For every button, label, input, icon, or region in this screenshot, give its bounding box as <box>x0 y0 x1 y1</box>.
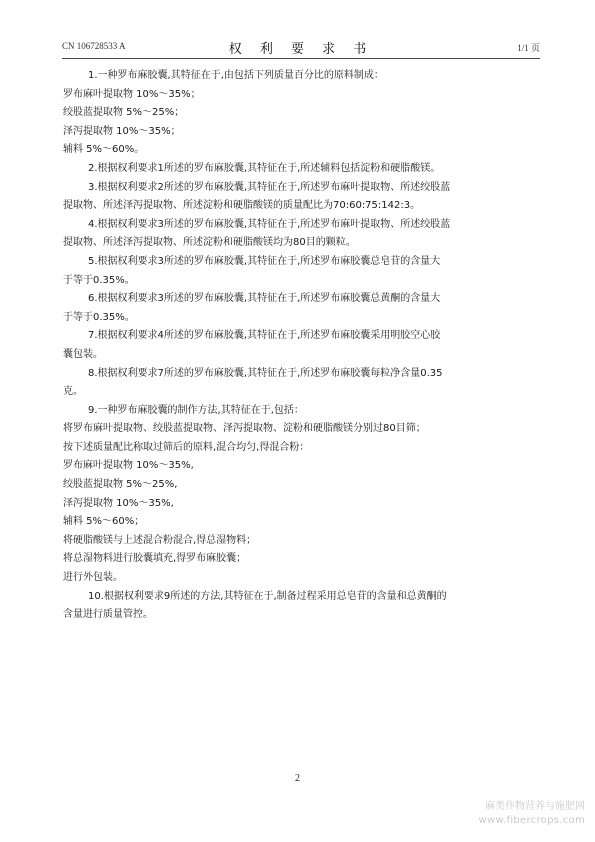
watermark-url: www.fibercrops.com <box>478 815 585 826</box>
claim-line: 含量进行质量管控。 <box>63 609 153 621</box>
claim-line: 将罗布麻叶提取物、绞股蓝提取物、泽泻提取物、淀粉和硬脂酸镁分别过80目筛； <box>63 423 426 435</box>
claim-line: 泽泻提取物 10%～35%； <box>63 125 181 137</box>
claim-line: 6.根据权利要求3所述的罗布麻胶囊,其特征在于,所述罗布麻胶囊总黄酮的含量大 <box>88 293 441 305</box>
document-title: 权 利 要 求 书 <box>228 42 374 57</box>
claim-line: 将硬脂酸镁与上述混合粉混合,得总湿物料； <box>63 534 257 546</box>
claim-line: 进行外包装。 <box>63 572 123 584</box>
claim-line: 8.根据权利要求7所述的罗布麻胶囊,其特征在于,所述罗布麻胶囊每粒净含量0.35 <box>88 367 443 379</box>
claim-line: 5.根据权利要求3所述的罗布麻胶囊,其特征在于,所述罗布麻胶囊总皂苷的含量大 <box>88 255 441 267</box>
claim-line: 3.根据权利要求2所述的罗布麻胶囊,其特征在于,所述罗布麻叶提取物、所述绞股蓝 <box>88 181 451 193</box>
claims-body <box>63 67 516 625</box>
page-number: 2 <box>295 773 300 784</box>
claim-line: 辅料 5%～60%； <box>63 516 145 528</box>
claim-line: 提取物、所述泽泻提取物、所述淀粉和硬脂酸镁的质量配比为70:60:75:142:3。 <box>63 200 421 212</box>
claim-line: 于等于0.35%。 <box>63 274 135 286</box>
watermark-title: 麻类作物营养与施肥网 <box>485 801 585 812</box>
claim-line: 泽泻提取物 10%～35%, <box>63 497 174 509</box>
page-count: 1/1 页 <box>517 43 540 53</box>
claim-line: 提取物、所述泽泻提取物、所述淀粉和硬脂酸镁均为80目的颗粒。 <box>63 237 356 249</box>
claim-line: 9.一种罗布麻胶囊的制作方法,其特征在于,包括： <box>88 404 304 416</box>
site-watermark <box>479 800 586 828</box>
claim-line: 10.根据权利要求9所述的方法,其特征在于,制备过程采用总皂苷的含量和总黄酮的 <box>88 590 447 602</box>
claim-line: 按下述质量配比称取过筛后的原料,混合均匀,得混合粉： <box>63 441 310 453</box>
claim-line: 囊包装。 <box>63 348 103 360</box>
claim-line: 7.根据权利要求4所述的罗布麻胶囊,其特征在于,所述罗布麻胶囊采用明胶空心胶 <box>88 330 441 342</box>
claim-line: 于等于0.35%。 <box>63 311 135 323</box>
claim-line: 罗布麻叶提取物 10%～35%； <box>63 88 201 100</box>
claim-line: 克。 <box>63 386 83 398</box>
claim-line: 2.根据权利要求1所述的罗布麻胶囊,其特征在于,所述辅料包括淀粉和硬脂酸镁。 <box>88 162 441 174</box>
claim-line: 绞股蓝提取物 5%～25%； <box>63 107 185 119</box>
publication-number: CN 106728533 A <box>62 41 126 51</box>
claim-line: 将总湿物料进行胶囊填充,得罗布麻胶囊； <box>63 553 247 565</box>
page-header <box>62 38 540 56</box>
claim-line: 辅料 5%～60%。 <box>63 144 145 156</box>
header-rule <box>62 58 540 59</box>
claim-line: 绞股蓝提取物 5%～25%, <box>63 479 178 491</box>
claim-line: 4.根据权利要求3所述的罗布麻胶囊,其特征在于,所述罗布麻叶提取物、所述绞股蓝 <box>88 218 451 230</box>
claim-line: 1.一种罗布麻胶囊,其特征在于,由包括下列质量百分比的原料制成： <box>88 70 384 81</box>
claim-line: 罗布麻叶提取物 10%～35%, <box>63 460 194 472</box>
